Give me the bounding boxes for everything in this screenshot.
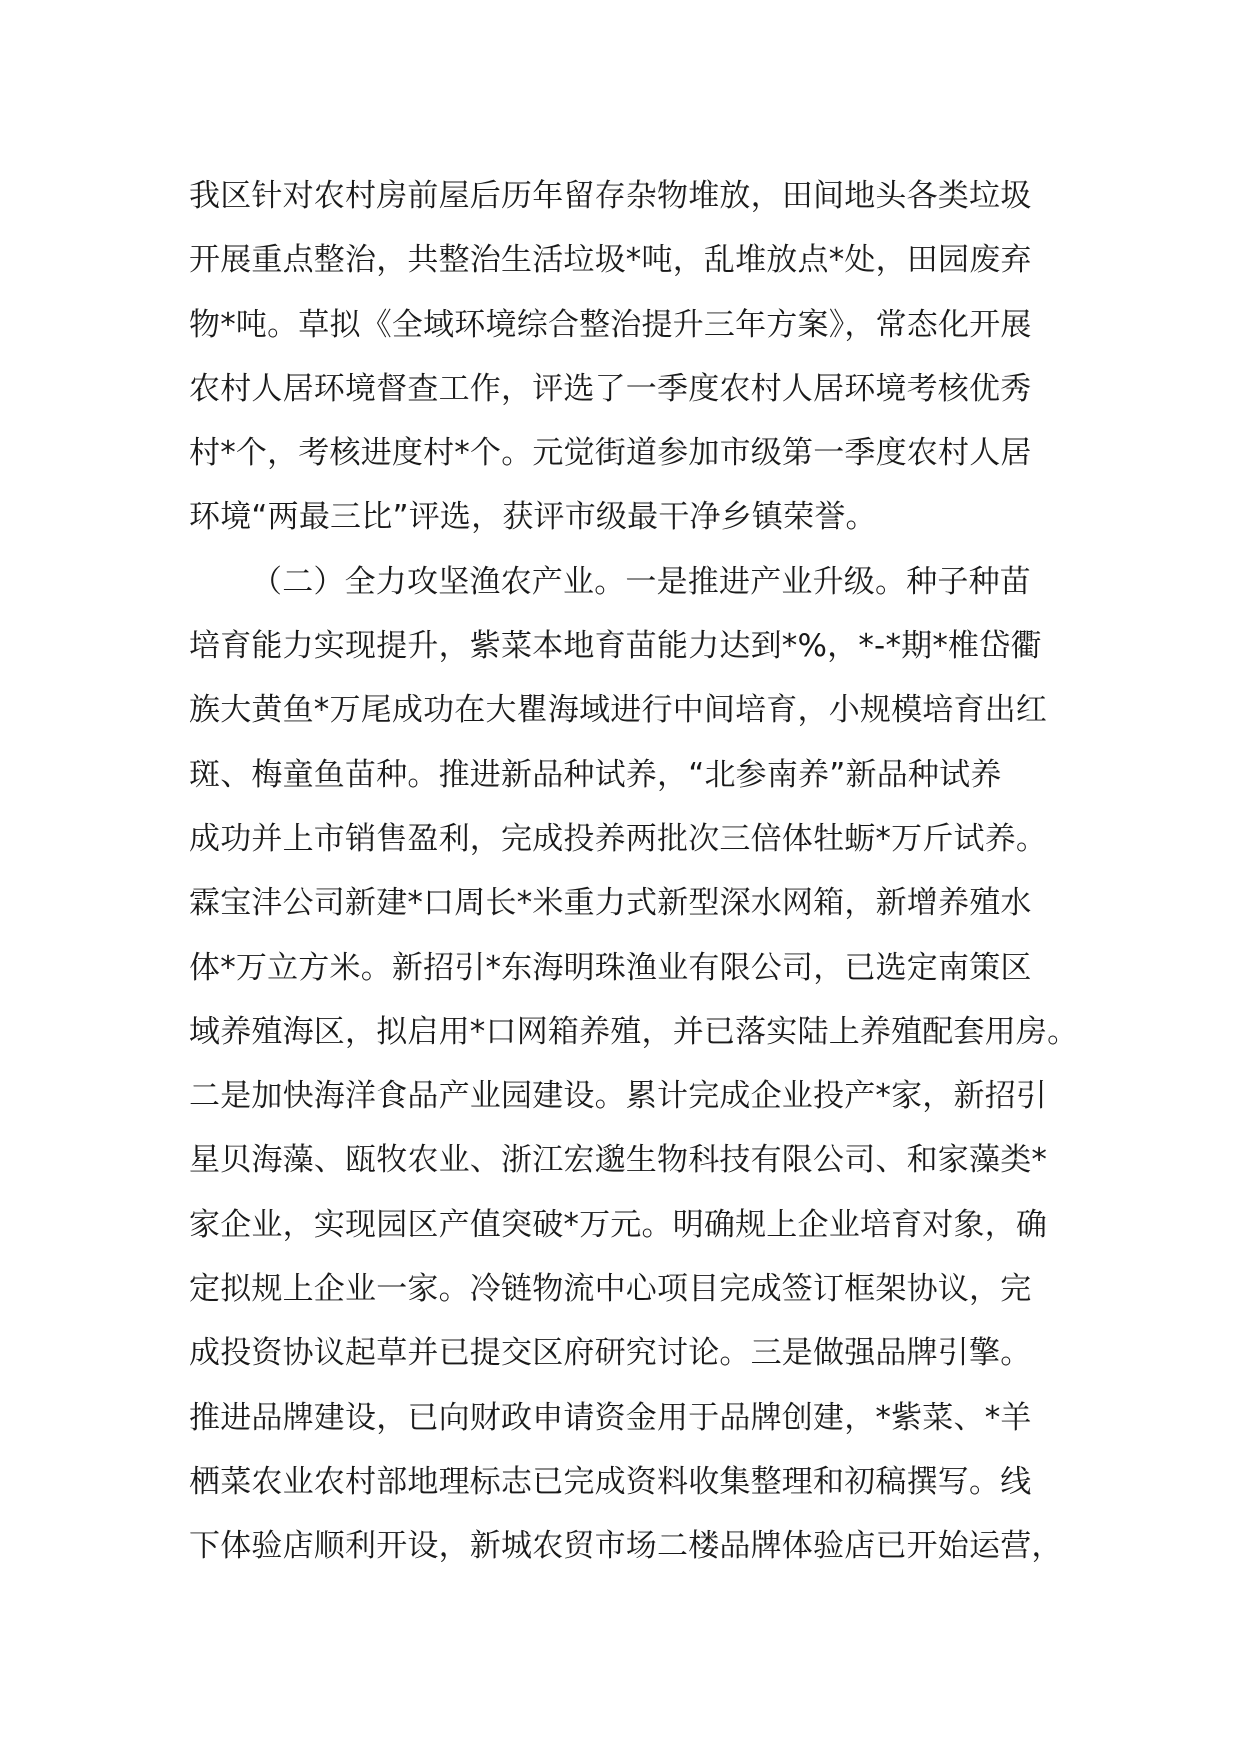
text-line: 成投资协议起草并已提交区府研究讨论。三是做强品牌引擎。 (189, 1335, 1032, 1372)
text-line: 族大黄鱼*万尾成功在大瞿海域进行中间培育，小规模培育出红 (189, 692, 1048, 729)
text-line: 物*吨。草拟《全域环境综合整治提升三年方案》，常态化开展 (189, 306, 1032, 343)
text-line: 环境“两最三比”评选，获评市级最干净乡镇荣誉。 (189, 499, 877, 536)
text-line: 体*万立方米。新招引*东海明珠渔业有限公司，已选定南策区 (189, 949, 1032, 986)
text-line: 开展重点整治，共整治生活垃圾*吨，乱堆放点*处，田园废弃 (189, 242, 1032, 279)
text-line: 家企业，实现园区产值突破*万元。明确规上企业培育对象，确 (189, 1206, 1048, 1243)
text-line: 二是加快海洋食品产业园建设。累计完成企业投产*家，新招引 (189, 1078, 1048, 1115)
text-line: 栖菜农业农村部地理标志已完成资料收集整理和初稿撰写。线 (189, 1463, 1032, 1500)
text-line: 下体验店顺利开设，新城农贸市场二楼品牌体验店已开始运营， (189, 1528, 1063, 1565)
body-text (189, 164, 1079, 1579)
text-line: 斑、梅童鱼苗种。推进新品种试养，“北参南养”新品种试养 (189, 756, 1002, 793)
text-line: 我区针对农村房前屋后历年留存杂物堆放，田间地头各类垃圾 (189, 178, 1032, 214)
text-line: 星贝海藻、瓯牧农业、浙江宏邈生物科技有限公司、和家藻类* (189, 1142, 1048, 1179)
text-line: 推进品牌建设，已向财政申请资金用于品牌创建，*紫菜、*羊 (189, 1399, 1032, 1436)
text-line: 培育能力实现提升，紫菜本地育苗能力达到*%，*-*期*椎岱衢 (189, 628, 1042, 665)
text-line: 域养殖海区，拟启用*口网箱养殖，并已落实陆上养殖配套用房。 (189, 1013, 1079, 1050)
text-line: 成功并上市销售盈利，完成投养两批次三倍体牡蛎*万斤试养。 (189, 820, 1048, 857)
section-heading-line: （二）全力攻坚渔农产业。一是推进产业升级。种子种苗 (251, 563, 1031, 600)
text-line: 定拟规上企业一家。冷链物流中心项目完成签订框架协议，完 (189, 1271, 1032, 1308)
text-line: 农村人居环境督查工作，评选了一季度农村人居环境考核优秀 (189, 370, 1032, 407)
text-line: 霖宝沣公司新建*口周长*米重力式新型深水网箱，新增养殖水 (189, 885, 1032, 922)
text-line: 村*个，考核进度村*个。元觉街道参加市级第一季度农村人居 (189, 435, 1032, 472)
